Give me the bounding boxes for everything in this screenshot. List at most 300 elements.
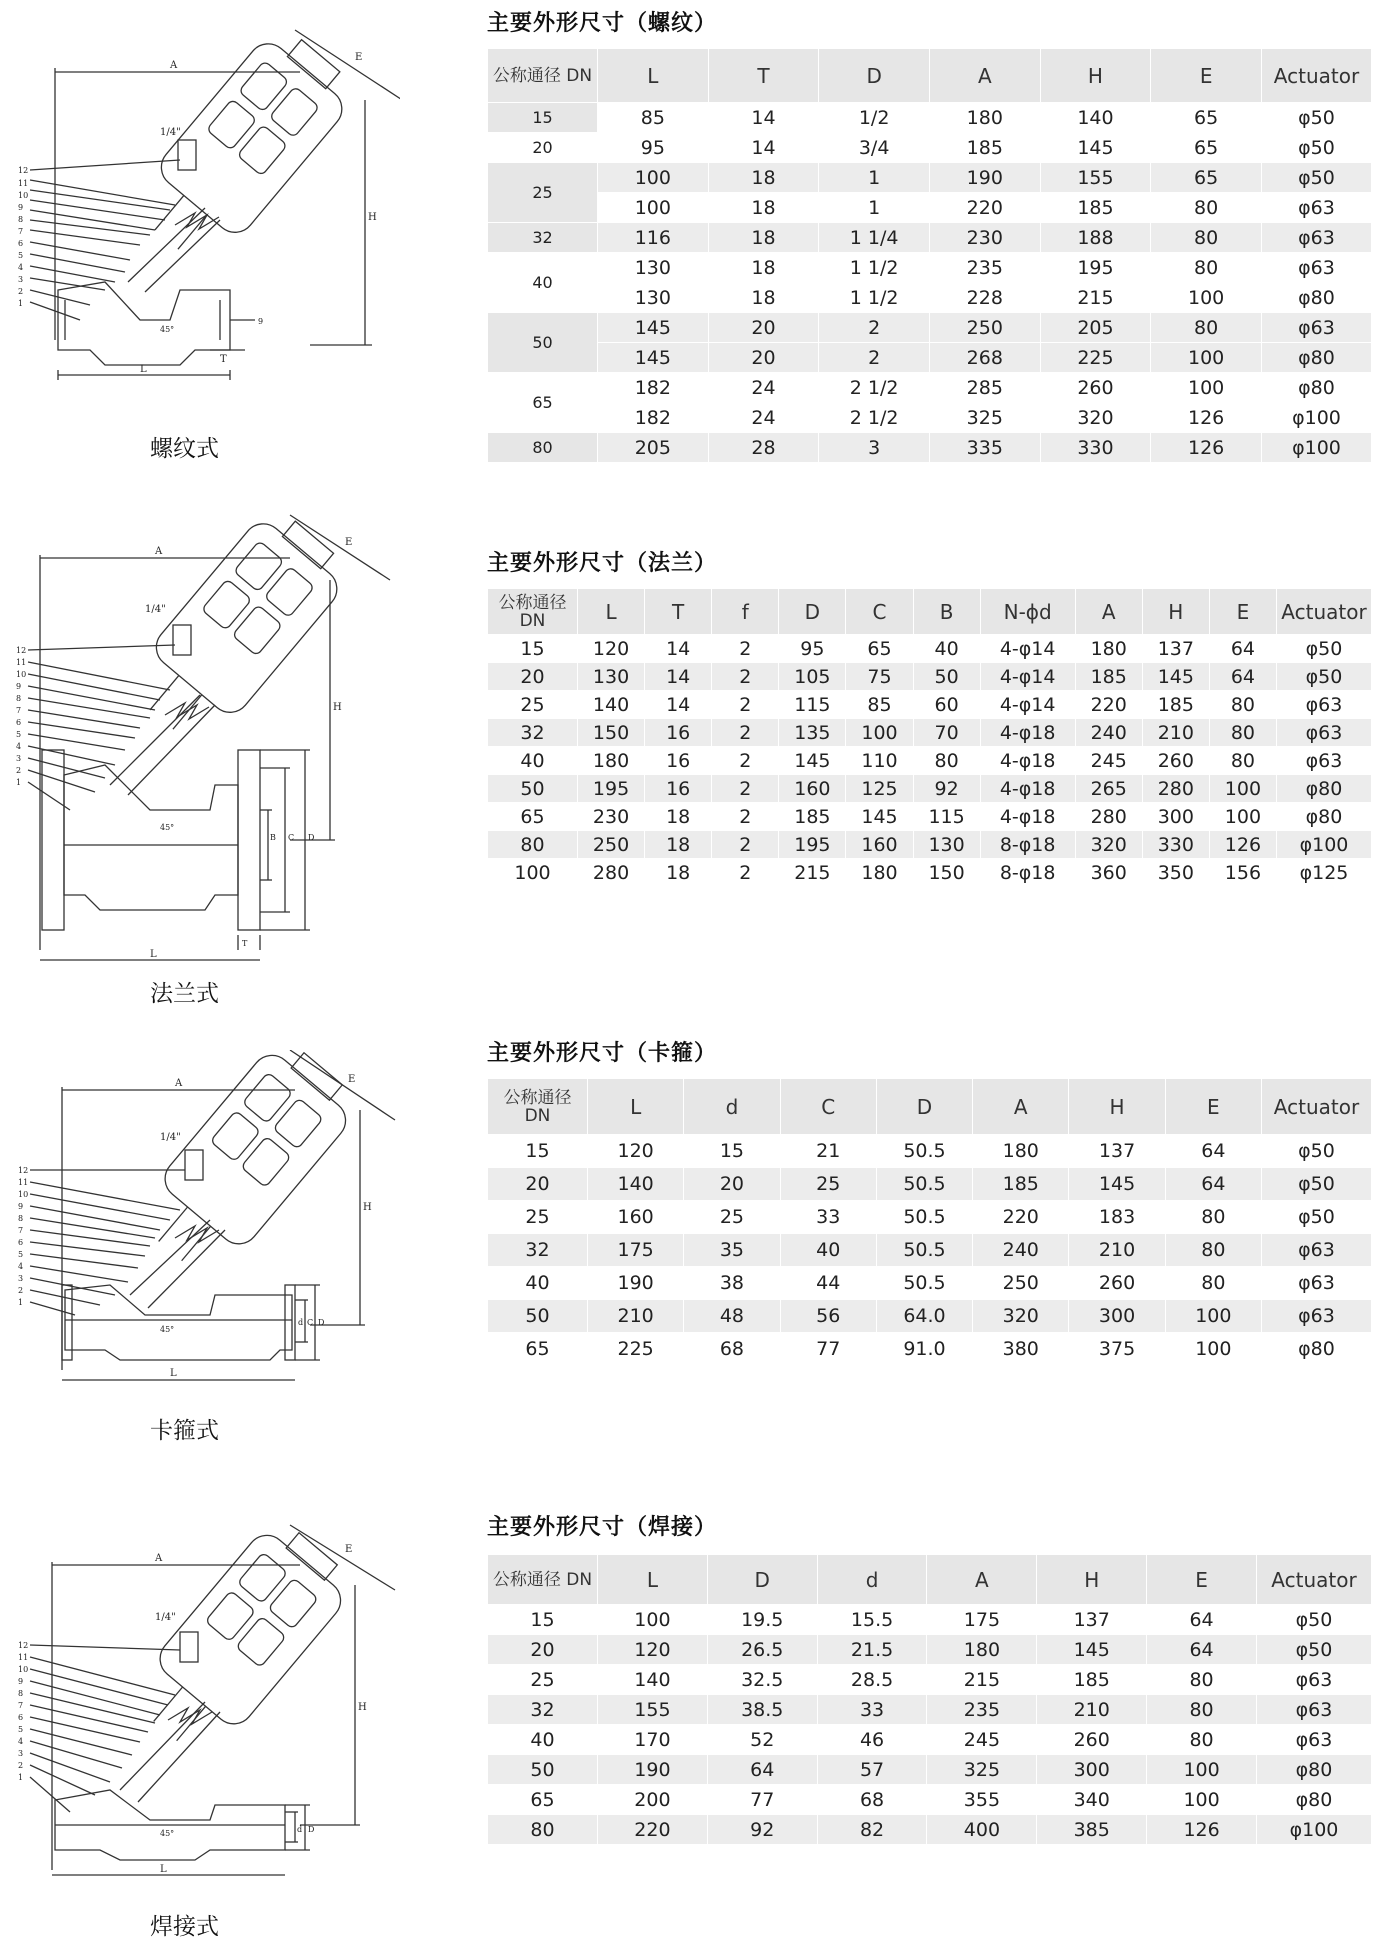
cell: 18 xyxy=(645,859,712,887)
cell: 325 xyxy=(929,403,1040,433)
svg-text:9: 9 xyxy=(16,682,22,691)
cell: φ80 xyxy=(1262,373,1372,403)
cell: 80 xyxy=(1209,719,1276,747)
dn-cell: 50 xyxy=(488,313,598,373)
cell: φ50 xyxy=(1257,1635,1372,1665)
svg-text:45°: 45° xyxy=(160,823,175,832)
cell: 4-φ18 xyxy=(980,775,1075,803)
cell: 280 xyxy=(1142,775,1209,803)
cell: 33 xyxy=(817,1695,927,1725)
cell: 100 xyxy=(1151,373,1262,403)
cell: 50.5 xyxy=(876,1168,972,1201)
cell: 18 xyxy=(645,831,712,859)
cell: φ100 xyxy=(1262,403,1372,433)
cell: 40 xyxy=(913,635,980,663)
dn-cell: 32 xyxy=(488,719,578,747)
cell: 320 xyxy=(973,1300,1069,1333)
svg-text:B: B xyxy=(270,833,276,842)
cell: 100 xyxy=(1147,1755,1257,1785)
cell: 160 xyxy=(846,831,913,859)
cell: 48 xyxy=(684,1300,780,1333)
cell: 100 xyxy=(1209,775,1276,803)
svg-text:1/4": 1/4" xyxy=(155,1612,176,1623)
cell: 95 xyxy=(598,133,709,163)
cell: 25 xyxy=(684,1201,780,1234)
cell: 182 xyxy=(598,403,709,433)
dn-cell: 15 xyxy=(488,1605,598,1635)
svg-text:T: T xyxy=(220,354,227,365)
cell: 14 xyxy=(708,133,819,163)
cell: 137 xyxy=(1142,635,1209,663)
svg-text:A: A xyxy=(175,1078,183,1089)
cell: 125 xyxy=(846,775,913,803)
table-row xyxy=(488,433,1372,463)
svg-text:3: 3 xyxy=(16,754,22,763)
table-weld xyxy=(487,1554,1372,1845)
svg-text:4: 4 xyxy=(18,1262,24,1271)
cell: 188 xyxy=(1040,223,1151,253)
cell: φ80 xyxy=(1277,803,1372,831)
cell: 355 xyxy=(927,1785,1037,1815)
cell: 24 xyxy=(708,403,819,433)
drawing-weld xyxy=(10,1520,400,1890)
cell: 75 xyxy=(846,663,913,691)
cell: 18 xyxy=(708,223,819,253)
header-D: D xyxy=(876,1079,972,1135)
section-clamp xyxy=(0,1030,1390,1470)
header-dn: 公称通径 DN xyxy=(488,1079,588,1135)
cell: 126 xyxy=(1147,1815,1257,1845)
cell: 145 xyxy=(598,313,709,343)
svg-text:5: 5 xyxy=(16,730,22,739)
cell: 32.5 xyxy=(707,1665,817,1695)
cell: 360 xyxy=(1075,859,1142,887)
table-row xyxy=(488,1168,1372,1201)
dn-cell: 25 xyxy=(488,1201,588,1234)
table-row xyxy=(488,223,1372,253)
cell: φ50 xyxy=(1262,163,1372,193)
cell: 38 xyxy=(684,1267,780,1300)
svg-text:2: 2 xyxy=(16,766,22,775)
svg-text:10: 10 xyxy=(16,670,27,679)
cell: 70 xyxy=(913,719,980,747)
cell: 44 xyxy=(780,1267,876,1300)
cell: 245 xyxy=(1075,747,1142,775)
cell: 145 xyxy=(1037,1635,1147,1665)
table-row xyxy=(488,193,1372,223)
table-row xyxy=(488,1665,1372,1695)
cell: 210 xyxy=(1037,1695,1147,1725)
table-row xyxy=(488,313,1372,343)
cell: 80 xyxy=(1165,1267,1261,1300)
svg-text:11: 11 xyxy=(16,658,27,667)
cell: φ50 xyxy=(1277,663,1372,691)
svg-text:H: H xyxy=(363,1202,372,1213)
svg-text:8: 8 xyxy=(16,694,22,703)
header-L: L xyxy=(598,49,709,103)
cell: 205 xyxy=(1040,313,1151,343)
cell: 4-φ14 xyxy=(980,691,1075,719)
svg-text:L: L xyxy=(170,1368,177,1379)
table-row xyxy=(488,1785,1372,1815)
cell: 175 xyxy=(927,1605,1037,1635)
cell: 19.5 xyxy=(707,1605,817,1635)
cell: 80 xyxy=(1147,1665,1257,1695)
cell: 77 xyxy=(707,1785,817,1815)
svg-text:L: L xyxy=(160,1864,167,1875)
svg-text:45°: 45° xyxy=(160,1325,175,1334)
cell: 120 xyxy=(598,1635,708,1665)
svg-text:L: L xyxy=(140,364,147,375)
cell: 18 xyxy=(708,283,819,313)
cell: 1 1/2 xyxy=(819,283,930,313)
header-actuator: Actuator xyxy=(1262,1079,1372,1135)
cell: 35 xyxy=(684,1234,780,1267)
cell: φ63 xyxy=(1257,1725,1372,1755)
svg-text:7: 7 xyxy=(16,706,22,715)
cell: 52 xyxy=(707,1725,817,1755)
table-row xyxy=(488,1333,1372,1366)
cell: 210 xyxy=(588,1300,684,1333)
cell: 64 xyxy=(1209,663,1276,691)
cell: 38.5 xyxy=(707,1695,817,1725)
cell: 140 xyxy=(1040,103,1151,133)
cell: 110 xyxy=(846,747,913,775)
caption-clamp: 卡箍式 xyxy=(150,1418,219,1444)
table-row xyxy=(488,831,1372,859)
section-threaded xyxy=(0,0,1390,480)
cell: 2 xyxy=(712,663,779,691)
cell: 2 xyxy=(712,691,779,719)
cell: φ63 xyxy=(1262,193,1372,223)
title-weld: 主要外形尺寸（焊接） xyxy=(487,1515,718,1540)
table-row xyxy=(488,635,1372,663)
svg-text:9: 9 xyxy=(18,1677,24,1686)
cell: 100 xyxy=(1165,1333,1261,1366)
svg-text:E: E xyxy=(345,1544,353,1555)
cell: 130 xyxy=(913,831,980,859)
cell: φ80 xyxy=(1262,283,1372,313)
cell: 2 xyxy=(712,803,779,831)
cell: 2 1/2 xyxy=(819,373,930,403)
cell: 2 xyxy=(712,719,779,747)
table-row xyxy=(488,163,1372,193)
svg-text:4: 4 xyxy=(16,742,22,751)
cell: 126 xyxy=(1151,403,1262,433)
cell: 260 xyxy=(1037,1725,1147,1755)
cell: 100 xyxy=(598,1605,708,1635)
cell: 50.5 xyxy=(876,1201,972,1234)
cell: φ63 xyxy=(1277,691,1372,719)
table-row xyxy=(488,403,1372,433)
cell: 137 xyxy=(1069,1135,1165,1168)
cell: 21.5 xyxy=(817,1635,927,1665)
header-C: C xyxy=(780,1079,876,1135)
cell: 156 xyxy=(1209,859,1276,887)
cell: 77 xyxy=(780,1333,876,1366)
cell: 50.5 xyxy=(876,1234,972,1267)
cell: φ63 xyxy=(1262,1300,1372,1333)
svg-text:1/4": 1/4" xyxy=(145,604,166,615)
table-row xyxy=(488,283,1372,313)
cell: 160 xyxy=(779,775,846,803)
cell: 116 xyxy=(598,223,709,253)
cell: 385 xyxy=(1037,1815,1147,1845)
dn-cell: 40 xyxy=(488,747,578,775)
svg-text:45°: 45° xyxy=(160,325,175,334)
cell: 210 xyxy=(1142,719,1209,747)
table-row xyxy=(488,775,1372,803)
cell: 8-φ18 xyxy=(980,859,1075,887)
cell: 2 1/2 xyxy=(819,403,930,433)
section-flange xyxy=(0,500,1390,1020)
cell: 220 xyxy=(1075,691,1142,719)
cell: 40 xyxy=(780,1234,876,1267)
cell: 260 xyxy=(1040,373,1151,403)
dn-cell: 80 xyxy=(488,433,598,463)
cell: 18 xyxy=(708,163,819,193)
svg-text:11: 11 xyxy=(18,1178,29,1187)
cell: 64 xyxy=(1165,1168,1261,1201)
cell: 64 xyxy=(1147,1605,1257,1635)
cell: 185 xyxy=(1040,193,1151,223)
cell: 4-φ18 xyxy=(980,747,1075,775)
svg-text:10: 10 xyxy=(18,1665,29,1674)
cell: 215 xyxy=(779,859,846,887)
cell: φ50 xyxy=(1262,1201,1372,1234)
cell: 33 xyxy=(780,1201,876,1234)
dn-cell: 40 xyxy=(488,253,598,313)
dn-cell: 40 xyxy=(488,1267,588,1300)
cell: 85 xyxy=(598,103,709,133)
header-D: D xyxy=(707,1555,817,1605)
cell: φ63 xyxy=(1277,719,1372,747)
cell: 65 xyxy=(1151,133,1262,163)
table-row xyxy=(488,133,1372,163)
cell: 155 xyxy=(598,1695,708,1725)
cell: 64.0 xyxy=(876,1300,972,1333)
cell: 3 xyxy=(819,433,930,463)
cell: 65 xyxy=(1151,163,1262,193)
cell: 245 xyxy=(927,1725,1037,1755)
cell: 91.0 xyxy=(876,1333,972,1366)
cell: 85 xyxy=(846,691,913,719)
dn-cell: 50 xyxy=(488,775,578,803)
cell: 65 xyxy=(846,635,913,663)
header-D: D xyxy=(779,589,846,635)
cell: φ50 xyxy=(1262,133,1372,163)
svg-text:6: 6 xyxy=(16,718,22,727)
header-actuator: Actuator xyxy=(1277,589,1372,635)
svg-text:H: H xyxy=(368,212,377,223)
dn-cell: 100 xyxy=(488,859,578,887)
cell: 80 xyxy=(1151,313,1262,343)
cell: 80 xyxy=(1147,1695,1257,1725)
svg-text:D: D xyxy=(308,833,315,842)
cell: 64 xyxy=(707,1755,817,1785)
cell: 28 xyxy=(708,433,819,463)
cell: 15 xyxy=(684,1135,780,1168)
cell: φ63 xyxy=(1262,253,1372,283)
header-d: d xyxy=(817,1555,927,1605)
cell: 210 xyxy=(1069,1234,1165,1267)
table-row xyxy=(488,1695,1372,1725)
caption-threaded: 螺纹式 xyxy=(150,436,219,462)
cell: 2 xyxy=(712,635,779,663)
table-row xyxy=(488,103,1372,133)
svg-text:3: 3 xyxy=(18,275,24,284)
cell: 100 xyxy=(1151,283,1262,313)
cell: 137 xyxy=(1037,1605,1147,1635)
cell: 155 xyxy=(1040,163,1151,193)
cell: φ63 xyxy=(1257,1665,1372,1695)
cell: 145 xyxy=(1142,663,1209,691)
cell: 115 xyxy=(913,803,980,831)
svg-text:2: 2 xyxy=(18,287,24,296)
cell: 2 xyxy=(819,313,930,343)
cell: 25 xyxy=(780,1168,876,1201)
title-threaded: 主要外形尺寸（螺纹） xyxy=(487,11,718,36)
cell: 235 xyxy=(929,253,1040,283)
svg-text:7: 7 xyxy=(18,1226,24,1235)
cell: 185 xyxy=(779,803,846,831)
header-d: d xyxy=(684,1079,780,1135)
cell: 140 xyxy=(598,1665,708,1695)
svg-text:1: 1 xyxy=(18,299,24,308)
cell: φ63 xyxy=(1262,1234,1372,1267)
cell: 24 xyxy=(708,373,819,403)
cell: 4-φ14 xyxy=(980,635,1075,663)
svg-text:1/4": 1/4" xyxy=(160,127,181,138)
svg-text:6: 6 xyxy=(18,1238,24,1247)
cell: 100 xyxy=(598,193,709,223)
cell: 100 xyxy=(1151,343,1262,373)
dn-cell: 65 xyxy=(488,373,598,433)
header-H: H xyxy=(1040,49,1151,103)
title-clamp: 主要外形尺寸（卡箍） xyxy=(487,1041,718,1066)
cell: 82 xyxy=(817,1815,927,1845)
svg-text:9: 9 xyxy=(18,203,24,212)
header-dn: 公称通径 DN xyxy=(488,1555,598,1605)
cell: φ50 xyxy=(1262,103,1372,133)
cell: 16 xyxy=(645,775,712,803)
header-A: A xyxy=(927,1555,1037,1605)
cell: 230 xyxy=(578,803,645,831)
dn-cell: 50 xyxy=(488,1300,588,1333)
cell: 220 xyxy=(598,1815,708,1845)
svg-text:5: 5 xyxy=(18,251,24,260)
svg-text:D: D xyxy=(318,1318,325,1327)
dn-cell: 65 xyxy=(488,1333,588,1366)
cell: 300 xyxy=(1142,803,1209,831)
cell: 80 xyxy=(1209,747,1276,775)
cell: 2 xyxy=(819,343,930,373)
dn-cell: 32 xyxy=(488,223,598,253)
header-A: A xyxy=(973,1079,1069,1135)
drawing-flange xyxy=(10,510,400,970)
cell: 145 xyxy=(598,343,709,373)
svg-text:C: C xyxy=(307,1318,314,1327)
cell: 4-φ18 xyxy=(980,719,1075,747)
header-D: D xyxy=(819,49,930,103)
header-E: E xyxy=(1209,589,1276,635)
cell: 185 xyxy=(1037,1665,1147,1695)
header-T: T xyxy=(645,589,712,635)
svg-text:T: T xyxy=(242,939,248,948)
caption-flange: 法兰式 xyxy=(150,981,219,1007)
drawing-clamp xyxy=(10,1050,400,1410)
table-row xyxy=(488,663,1372,691)
dn-cell: 15 xyxy=(488,635,578,663)
cell: 50.5 xyxy=(876,1267,972,1300)
cell: 68 xyxy=(817,1785,927,1815)
cell: 4-φ18 xyxy=(980,803,1075,831)
cell: φ63 xyxy=(1277,747,1372,775)
cell: 50.5 xyxy=(876,1135,972,1168)
cell: 190 xyxy=(929,163,1040,193)
svg-text:E: E xyxy=(355,52,363,63)
cell: 1 1/2 xyxy=(819,253,930,283)
cell: 340 xyxy=(1037,1785,1147,1815)
cell: φ63 xyxy=(1262,313,1372,343)
dn-cell: 25 xyxy=(488,1665,598,1695)
svg-text:45°: 45° xyxy=(160,1829,175,1838)
cell: 20 xyxy=(708,313,819,343)
dn-cell: 20 xyxy=(488,133,598,163)
svg-text:d: d xyxy=(298,1318,304,1327)
cell: 56 xyxy=(780,1300,876,1333)
cell: 80 xyxy=(1151,193,1262,223)
cell: 320 xyxy=(1075,831,1142,859)
cell: 185 xyxy=(1075,663,1142,691)
cell: 180 xyxy=(929,103,1040,133)
cell: φ50 xyxy=(1262,1135,1372,1168)
cell: φ63 xyxy=(1257,1695,1372,1725)
cell: φ80 xyxy=(1257,1785,1372,1815)
table-row xyxy=(488,373,1372,403)
cell: 2 xyxy=(712,831,779,859)
cell: 130 xyxy=(578,663,645,691)
table-row xyxy=(488,859,1372,887)
dn-cell: 65 xyxy=(488,803,578,831)
valve-weld-drawing xyxy=(10,1520,400,1890)
cell: 195 xyxy=(1040,253,1151,283)
cell: 195 xyxy=(578,775,645,803)
cell: φ100 xyxy=(1277,831,1372,859)
caption-weld: 焊接式 xyxy=(150,1914,219,1940)
cell: 250 xyxy=(578,831,645,859)
cell: 375 xyxy=(1069,1333,1165,1366)
cell: 80 xyxy=(1165,1234,1261,1267)
cell: φ100 xyxy=(1257,1815,1372,1845)
header-E: E xyxy=(1165,1079,1261,1135)
cell: 145 xyxy=(779,747,846,775)
header-L: L xyxy=(588,1079,684,1135)
svg-text:D: D xyxy=(308,1825,315,1834)
dn-cell: 32 xyxy=(488,1695,598,1725)
header-H: H xyxy=(1037,1555,1147,1605)
cell: 140 xyxy=(588,1168,684,1201)
header-L: L xyxy=(598,1555,708,1605)
cell: 105 xyxy=(779,663,846,691)
cell: φ63 xyxy=(1262,223,1372,253)
cell: 2 xyxy=(712,859,779,887)
cell: φ80 xyxy=(1257,1755,1372,1785)
dn-cell: 80 xyxy=(488,1815,598,1845)
cell: 18 xyxy=(708,253,819,283)
cell: 57 xyxy=(817,1755,927,1785)
cell: 2 xyxy=(712,747,779,775)
